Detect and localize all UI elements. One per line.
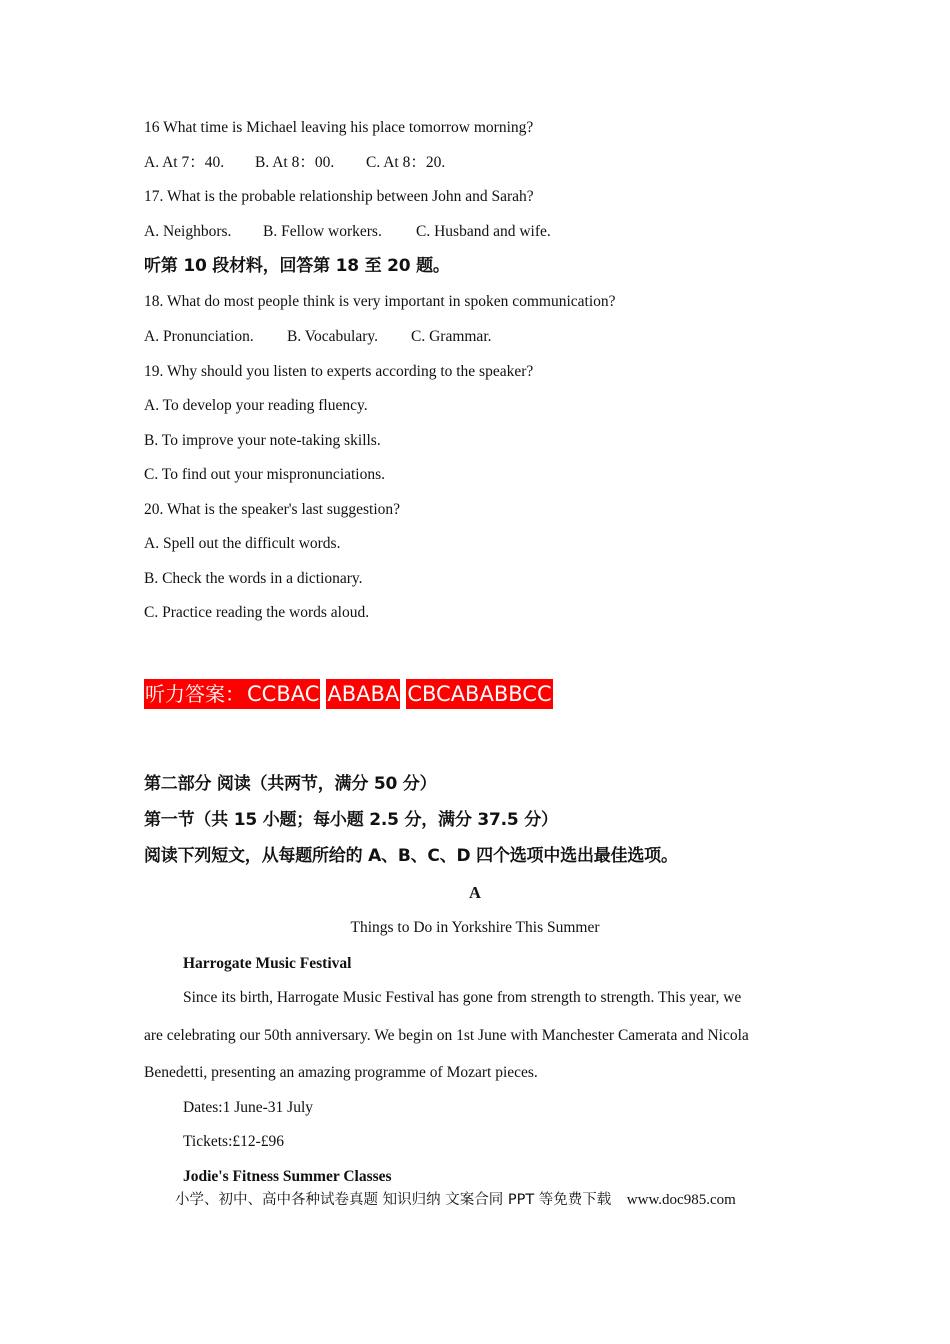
item1-text-line-1: Since its birth, Harrogate Music Festival has gone from strength to strength. This year, we	[183, 989, 742, 1006]
section-note: 听第 10 段材料，回答第 18 至 20 题。	[144, 256, 450, 276]
item1-title: Harrogate Music Festival	[183, 955, 352, 972]
q17-option-b: B. Fellow workers.	[263, 223, 382, 240]
q18-question: 18. What do most people think is very important in spoken communication?	[144, 293, 616, 310]
passage-title: Things to Do in Yorkshire This Summer	[350, 919, 600, 936]
item1-dates: Dates:1 June-31 July	[183, 1099, 314, 1116]
footer-text: 小学、初中、高中各种试卷真题 知识归纳 文案合同 PPT 等免费下载	[175, 1192, 612, 1208]
section1-heading: 第一节（共 15 小题；每小题 2.5 分，满分 37.5 分）	[144, 810, 558, 830]
q16-option-c: C. At 8：20.	[366, 154, 446, 171]
answers-group-3: CBCABABBCC	[406, 679, 552, 709]
item2-title: Jodie's Fitness Summer Classes	[183, 1168, 392, 1185]
answers-group-1: CCBAC	[246, 679, 320, 709]
q17-option-c: C. Husband and wife.	[416, 223, 551, 240]
q18-option-c: C. Grammar.	[411, 328, 492, 345]
q16-options	[144, 153, 445, 173]
q18-option-b: B. Vocabulary.	[287, 328, 378, 345]
q19-option-c: C. To find out your mispronunciations.	[144, 466, 386, 483]
passage-letter: A	[469, 883, 481, 902]
q19-option-a: A. To develop your reading fluency.	[144, 397, 368, 414]
q17-option-a: A. Neighbors.	[144, 223, 232, 240]
listening-answers	[144, 679, 553, 709]
q19-question: 19. Why should you listen to experts according to the speaker?	[144, 363, 534, 380]
answers-group-2: ABABA	[326, 679, 400, 709]
q17-options	[144, 222, 551, 242]
q18-option-a: A. Pronunciation.	[144, 328, 254, 345]
q20-option-c: C. Practice reading the words aloud.	[144, 604, 370, 621]
q20-option-b: B. Check the words in a dictionary.	[144, 570, 363, 587]
q16-option-a: A. At 7：40.	[144, 154, 225, 171]
item1-tickets: Tickets:£12-£96	[183, 1133, 285, 1150]
q16-question: 16 What time is Michael leaving his place tomorrow morning?	[144, 119, 534, 136]
footer-url: www.doc985.com	[626, 1192, 736, 1208]
q20-option-a: A. Spell out the difficult words.	[144, 535, 341, 552]
q19-option-b: B. To improve your note-taking skills.	[144, 432, 381, 449]
q17-question: 17. What is the probable relationship between John and Sarah?	[144, 188, 534, 205]
page-footer	[175, 1190, 736, 1210]
answers-label: 听力答案：	[144, 679, 246, 709]
item1-text-line-2: are celebrating our 50th anniversary. We begin on 1st June with Manchester Camerata and Nicola	[144, 1027, 749, 1044]
part2-heading: 第二部分 阅读（共两节，满分 50 分）	[144, 774, 437, 794]
q16-option-b: B. At 8：00.	[255, 154, 335, 171]
instructions: 阅读下列短文，从每题所给的 A、B、C、D 四个选项中选出最佳选项。	[144, 846, 678, 866]
q18-options	[144, 327, 492, 347]
q20-question: 20. What is the speaker's last suggestion?	[144, 501, 401, 518]
item1-text-line-3: Benedetti, presenting an amazing programme of Mozart pieces.	[144, 1064, 538, 1081]
